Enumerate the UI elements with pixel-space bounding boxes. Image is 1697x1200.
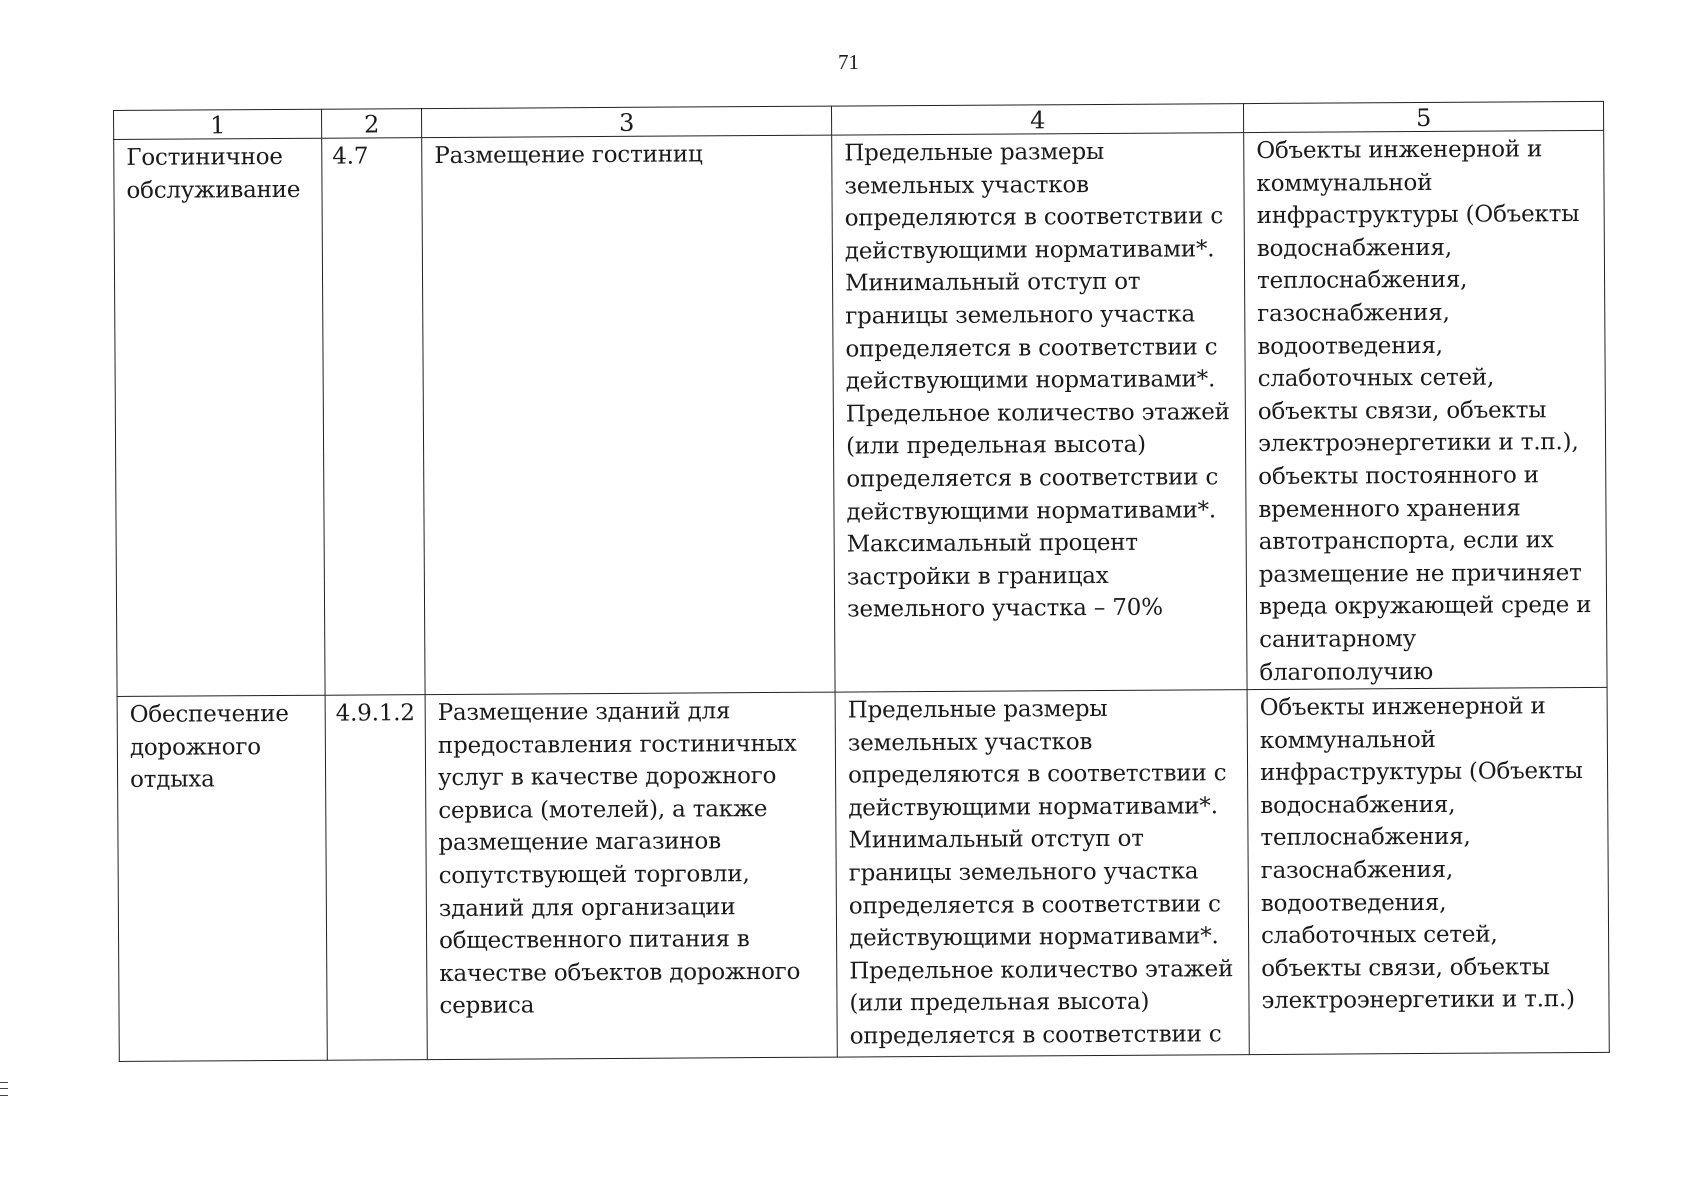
auxiliary-uses-cell xyxy=(1247,687,1609,1054)
text-line: инфраструктуры (Объекты xyxy=(1256,201,1580,230)
use-code: 4.9.1.2 xyxy=(335,700,415,727)
page-number: 71 xyxy=(838,50,859,74)
text-line: Предельное количество этажей xyxy=(849,956,1234,985)
use-description-cell xyxy=(425,692,837,1059)
text-line: сопутствующей торговли, xyxy=(438,861,750,890)
text-line: определяется в соответствии с xyxy=(846,464,1219,493)
text-line: застройки в границах xyxy=(846,562,1109,591)
use-code: 4.7 xyxy=(332,143,369,170)
text-line: границы земельного участка xyxy=(845,301,1196,330)
text-line: обслуживание xyxy=(126,176,301,204)
use-name-cell xyxy=(117,695,327,1061)
text-line: зданий для организации xyxy=(438,893,736,922)
text-line: Максимальный процент xyxy=(846,529,1138,558)
text-line: водоотведения, xyxy=(1257,332,1443,360)
text-line: определяется в соответствии с xyxy=(845,333,1218,363)
text-line: Объекты инженерной и xyxy=(1256,136,1543,165)
text-line: Предельные размеры xyxy=(844,138,1105,167)
text-line: временного хранения xyxy=(1258,494,1521,523)
land-use-table xyxy=(113,101,1610,1062)
text-line: Предельные размеры xyxy=(847,696,1108,724)
text-line: (или предельная высота) xyxy=(849,989,1150,1017)
text-line: коммунальной xyxy=(1259,726,1436,754)
use-description-cell xyxy=(422,135,835,695)
text-line: действующими нормативами*. xyxy=(848,923,1219,952)
text-line: водоснабжения, xyxy=(1260,791,1456,819)
text-line: Размещение зданий для xyxy=(437,698,731,727)
text-line: Объекты инженерной и xyxy=(1259,693,1546,722)
text-line: действующими нормативами*. xyxy=(844,236,1215,265)
parameters-cell xyxy=(835,690,1249,1058)
text-line: предоставления гостиничных xyxy=(437,730,797,759)
header-col-1: 1 xyxy=(114,109,322,139)
text-line: газоснабжения, xyxy=(1257,299,1450,327)
text-line: объекты связи, объекты xyxy=(1261,954,1550,982)
text-line: Размещение гостиниц xyxy=(434,141,703,170)
text-line: электроэнергетики и т.п.) xyxy=(1261,986,1575,1015)
text-line: слаботочных сетей, xyxy=(1257,364,1495,393)
text-line: (или предельная высота) xyxy=(845,432,1146,460)
text-line: определяются в соответствии с xyxy=(844,203,1224,232)
text-line: дорожного xyxy=(129,733,261,761)
text-line: газоснабжения, xyxy=(1260,856,1454,885)
table-row xyxy=(117,687,1609,1061)
text-line: отдыха xyxy=(130,766,215,794)
use-code-cell xyxy=(325,695,427,1061)
text-line: водоснабжения, xyxy=(1256,234,1452,262)
text-line: земельных участков xyxy=(844,171,1089,200)
text-line: общественного питания в xyxy=(439,926,750,955)
text-line: Обеспечение xyxy=(129,701,289,729)
header-col-2: 2 xyxy=(321,109,421,139)
text-line: Гостиничное xyxy=(126,143,283,171)
text-line: границы земельного участка xyxy=(848,858,1199,887)
text-line: Минимальный отступ от xyxy=(844,269,1141,297)
text-line: автотранспорта, если их xyxy=(1258,527,1554,556)
parameters-cell xyxy=(832,133,1247,693)
text-line: размещение не причиняет xyxy=(1258,559,1582,588)
text-line: слаботочных сетей, xyxy=(1260,921,1498,950)
table-row xyxy=(114,130,1607,696)
text-line: услуг в качестве дорожного xyxy=(438,763,777,792)
text-line: действующими нормативами*. xyxy=(848,793,1218,822)
use-name-cell xyxy=(114,138,325,696)
text-line: электроэнергетики и т.п.), xyxy=(1257,429,1579,458)
text-line: земельных участков xyxy=(847,728,1093,757)
text-line: объекты связи, объекты xyxy=(1257,397,1547,425)
text-line: вреда окружающей среде и xyxy=(1258,592,1592,621)
text-line: сервиса (мотелей), а также xyxy=(438,795,768,824)
text-line: объекты постоянного и xyxy=(1258,462,1539,490)
text-line: коммунальной xyxy=(1256,169,1433,197)
text-line: определяется в соответствии с xyxy=(849,1021,1222,1050)
text-line: Предельное количество этажей xyxy=(845,398,1230,428)
text-line: санитарному xyxy=(1259,625,1417,653)
text-line: благополучию xyxy=(1259,658,1434,686)
text-line: определяются в соответствии с xyxy=(848,760,1227,789)
text-line: действующими нормативами*. xyxy=(845,366,1216,395)
header-col-4: 4 xyxy=(831,104,1243,136)
header-col-5: 5 xyxy=(1243,101,1603,132)
scan-margin-mark xyxy=(0,1082,8,1096)
text-line: сервиса xyxy=(439,992,535,1020)
text-line: инфраструктуры (Объекты xyxy=(1259,758,1583,787)
auxiliary-uses-cell xyxy=(1244,130,1607,689)
text-line: земельного участка – 70% xyxy=(846,594,1163,623)
header-col-3: 3 xyxy=(421,106,831,138)
text-line: теплоснабжения, xyxy=(1260,824,1471,852)
text-line: Минимальный отступ от xyxy=(848,826,1144,854)
text-line: теплоснабжения, xyxy=(1256,267,1468,295)
text-line: определяется в соответствии с xyxy=(848,890,1221,920)
text-line: размещение магазинов xyxy=(438,828,721,857)
text-line: действующими нормативами*. xyxy=(846,496,1217,526)
text-line: качестве объектов дорожного xyxy=(439,958,801,987)
text-line: водоотведения, xyxy=(1260,889,1447,917)
use-code-cell xyxy=(322,138,425,696)
